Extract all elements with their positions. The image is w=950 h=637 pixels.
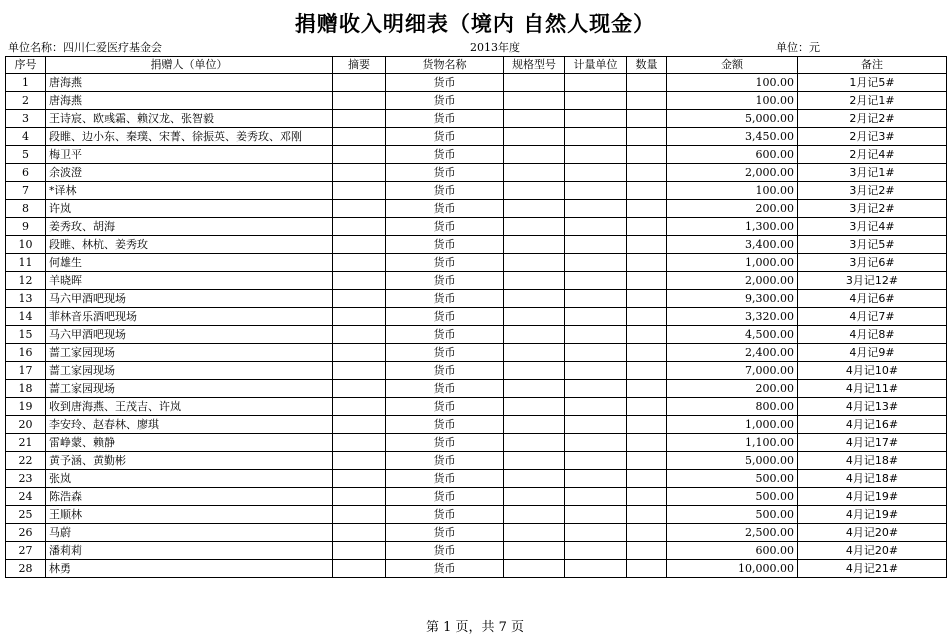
cell-donor: 梅卫平 [46,146,333,164]
cell-qty [627,488,667,506]
cell-goods: 货币 [386,236,504,254]
table-row [6,128,947,146]
page-footer: 第 1 页，共 7 页 [425,620,525,635]
cell-no: 3 [6,110,46,128]
table-row [6,92,947,110]
table-header-row [6,57,947,74]
cell-summary [333,524,386,542]
cell-amount: 200.00 [667,200,798,218]
cell-summary [333,200,386,218]
cell-no: 9 [6,218,46,236]
col-header-summary: 摘要 [333,57,386,74]
table-row [6,416,947,434]
cell-note: 3月记4# [798,218,947,236]
table-row [6,110,947,128]
cell-donor: 何雄生 [46,254,333,272]
donation-table [5,56,947,578]
cell-donor: 唐海燕 [46,74,333,92]
cell-spec [504,524,565,542]
cell-unit [565,524,627,542]
cell-goods: 货币 [386,560,504,578]
cell-qty [627,146,667,164]
cell-summary [333,398,386,416]
cell-qty [627,434,667,452]
cell-spec [504,218,565,236]
table-row [6,290,947,308]
cell-unit [565,290,627,308]
cell-unit [565,380,627,398]
cell-summary [333,416,386,434]
col-header-qty: 数量 [627,57,667,74]
table-row [6,146,947,164]
page-title: 捐赠收入明细表（境内 自然人现金） [294,12,656,36]
cell-no: 18 [6,380,46,398]
cell-amount: 5,000.00 [667,110,798,128]
cell-note: 3月记1# [798,164,947,182]
cell-qty [627,218,667,236]
cell-unit [565,254,627,272]
cell-amount: 500.00 [667,470,798,488]
table-row [6,524,947,542]
cell-summary [333,254,386,272]
cell-qty [627,236,667,254]
cell-no: 24 [6,488,46,506]
cell-amount: 800.00 [667,398,798,416]
cell-amount: 500.00 [667,506,798,524]
cell-donor: 菲林音乐酒吧现场 [46,308,333,326]
cell-note: 4月记18# [798,470,947,488]
cell-unit [565,92,627,110]
cell-qty [627,74,667,92]
report-year: 2013年度 [470,41,520,54]
cell-unit [565,560,627,578]
cell-no: 15 [6,326,46,344]
cell-goods: 货币 [386,290,504,308]
cell-unit [565,326,627,344]
cell-note: 1月记5# [798,74,947,92]
cell-unit [565,110,627,128]
table-row [6,506,947,524]
table-row [6,236,947,254]
cell-goods: 货币 [386,74,504,92]
cell-amount: 2,000.00 [667,272,798,290]
cell-qty [627,362,667,380]
cell-summary [333,236,386,254]
cell-summary [333,92,386,110]
cell-note: 2月记2# [798,110,947,128]
cell-amount: 9,300.00 [667,290,798,308]
cell-no: 8 [6,200,46,218]
cell-spec [504,128,565,146]
col-header-no: 序号 [6,57,46,74]
cell-goods: 货币 [386,452,504,470]
cell-note: 4月记13# [798,398,947,416]
cell-unit [565,146,627,164]
cell-amount: 2,000.00 [667,164,798,182]
cell-goods: 货币 [386,506,504,524]
cell-summary [333,542,386,560]
cell-summary [333,218,386,236]
cell-amount: 2,400.00 [667,344,798,362]
cell-goods: 货币 [386,254,504,272]
cell-note: 4月记21# [798,560,947,578]
col-header-unit: 计量单位 [565,57,627,74]
table-row [6,254,947,272]
cell-spec [504,506,565,524]
cell-spec [504,200,565,218]
cell-no: 11 [6,254,46,272]
cell-goods: 货币 [386,128,504,146]
cell-goods: 货币 [386,218,504,236]
cell-qty [627,92,667,110]
cell-spec [504,110,565,128]
cell-donor: 林勇 [46,560,333,578]
table-row [6,326,947,344]
cell-no: 2 [6,92,46,110]
cell-no: 23 [6,470,46,488]
cell-amount: 2,500.00 [667,524,798,542]
cell-no: 12 [6,272,46,290]
cell-spec [504,452,565,470]
cell-qty [627,344,667,362]
cell-spec [504,74,565,92]
cell-qty [627,452,667,470]
cell-no: 21 [6,434,46,452]
cell-amount: 5,000.00 [667,452,798,470]
cell-no: 22 [6,452,46,470]
cell-unit [565,470,627,488]
cell-summary [333,146,386,164]
cell-amount: 1,000.00 [667,416,798,434]
cell-spec [504,380,565,398]
cell-donor: 姜秀玫、胡海 [46,218,333,236]
cell-unit [565,74,627,92]
cell-amount: 200.00 [667,380,798,398]
cell-goods: 货币 [386,488,504,506]
cell-donor: 马六甲酒吧现场 [46,290,333,308]
table-row [6,200,947,218]
cell-note: 4月记20# [798,524,947,542]
cell-no: 16 [6,344,46,362]
cell-donor: 陈浩森 [46,488,333,506]
cell-no: 27 [6,542,46,560]
cell-note: 4月记16# [798,416,947,434]
cell-unit [565,164,627,182]
cell-note: 2月记3# [798,128,947,146]
table-row [6,434,947,452]
cell-spec [504,542,565,560]
cell-donor: 许岚 [46,200,333,218]
cell-donor: 段睢、林杭、姜秀玫 [46,236,333,254]
col-header-note: 备注 [798,57,947,74]
cell-note: 4月记18# [798,452,947,470]
cell-spec [504,254,565,272]
cell-note: 3月记2# [798,182,947,200]
cell-qty [627,398,667,416]
cell-note: 4月记17# [798,434,947,452]
cell-unit [565,308,627,326]
cell-goods: 货币 [386,416,504,434]
table-row [6,344,947,362]
cell-spec [504,308,565,326]
cell-summary [333,326,386,344]
cell-donor: 王顺林 [46,506,333,524]
cell-donor: 雷峥蒙、赖静 [46,434,333,452]
cell-goods: 货币 [386,542,504,560]
cell-spec [504,146,565,164]
cell-spec [504,164,565,182]
cell-no: 25 [6,506,46,524]
table-row [6,362,947,380]
cell-qty [627,470,667,488]
cell-donor: 蔷工家园现场 [46,344,333,362]
cell-donor: 张岚 [46,470,333,488]
col-header-amount: 金额 [667,57,798,74]
cell-goods: 货币 [386,92,504,110]
cell-qty [627,164,667,182]
cell-note: 4月记11# [798,380,947,398]
table-row [6,272,947,290]
cell-unit [565,200,627,218]
cell-qty [627,506,667,524]
cell-goods: 货币 [386,272,504,290]
cell-summary [333,110,386,128]
cell-spec [504,182,565,200]
cell-no: 26 [6,524,46,542]
cell-qty [627,308,667,326]
cell-donor: 王诗宸、欧彧霜、赖汉龙、张智毅 [46,110,333,128]
cell-unit [565,398,627,416]
cell-summary [333,362,386,380]
cell-amount: 3,320.00 [667,308,798,326]
cell-no: 28 [6,560,46,578]
cell-no: 14 [6,308,46,326]
cell-donor: 黄予涵、黄勤彬 [46,452,333,470]
currency-unit: 单位：元 [776,41,820,54]
cell-summary [333,164,386,182]
cell-spec [504,92,565,110]
cell-unit [565,218,627,236]
cell-no: 5 [6,146,46,164]
cell-unit [565,416,627,434]
cell-spec [504,398,565,416]
cell-no: 7 [6,182,46,200]
cell-summary [333,434,386,452]
cell-note: 2月记1# [798,92,947,110]
cell-goods: 货币 [386,164,504,182]
cell-summary [333,452,386,470]
cell-no: 13 [6,290,46,308]
cell-donor: 余波澄 [46,164,333,182]
cell-donor: 收到唐海燕、王茂吉、许岚 [46,398,333,416]
cell-amount: 1,100.00 [667,434,798,452]
cell-goods: 货币 [386,362,504,380]
cell-donor: 李安玲、赵春林、廖琪 [46,416,333,434]
cell-goods: 货币 [386,524,504,542]
cell-note: 4月记8# [798,326,947,344]
cell-qty [627,326,667,344]
cell-no: 4 [6,128,46,146]
cell-summary [333,272,386,290]
cell-summary [333,290,386,308]
cell-amount: 600.00 [667,542,798,560]
cell-note: 4月记20# [798,542,947,560]
cell-summary [333,74,386,92]
cell-spec [504,560,565,578]
cell-qty [627,254,667,272]
cell-no: 20 [6,416,46,434]
cell-amount: 100.00 [667,74,798,92]
cell-unit [565,128,627,146]
cell-summary [333,182,386,200]
cell-goods: 货币 [386,344,504,362]
cell-no: 1 [6,74,46,92]
cell-qty [627,272,667,290]
cell-no: 10 [6,236,46,254]
cell-donor: 段睢、边小东、秦璞、宋菁、徐振英、姜秀玫、邓刚 [46,128,333,146]
cell-summary [333,560,386,578]
cell-unit [565,272,627,290]
cell-note: 3月记5# [798,236,947,254]
cell-unit [565,362,627,380]
cell-goods: 货币 [386,470,504,488]
cell-amount: 100.00 [667,182,798,200]
cell-spec [504,236,565,254]
cell-no: 6 [6,164,46,182]
unit-name: 单位名称：四川仁爱医疗基金会 [8,41,162,54]
cell-summary [333,344,386,362]
cell-unit [565,452,627,470]
cell-goods: 货币 [386,182,504,200]
cell-summary [333,380,386,398]
cell-qty [627,182,667,200]
cell-qty [627,560,667,578]
cell-amount: 3,450.00 [667,128,798,146]
cell-unit [565,236,627,254]
cell-donor: 蔷工家园现场 [46,380,333,398]
cell-unit [565,488,627,506]
cell-amount: 600.00 [667,146,798,164]
cell-note: 4月记19# [798,506,947,524]
cell-note: 4月记7# [798,308,947,326]
cell-amount: 7,000.00 [667,362,798,380]
cell-qty [627,542,667,560]
cell-unit [565,542,627,560]
table-row [6,164,947,182]
cell-amount: 3,400.00 [667,236,798,254]
cell-donor: *译林 [46,182,333,200]
table-row [6,380,947,398]
cell-note: 3月记6# [798,254,947,272]
cell-qty [627,416,667,434]
cell-amount: 1,000.00 [667,254,798,272]
table-row [6,452,947,470]
cell-qty [627,110,667,128]
cell-spec [504,272,565,290]
cell-note: 4月记9# [798,344,947,362]
table-row [6,470,947,488]
cell-donor: 蔷工家园现场 [46,362,333,380]
cell-amount: 500.00 [667,488,798,506]
cell-no: 17 [6,362,46,380]
cell-goods: 货币 [386,146,504,164]
table-row [6,308,947,326]
cell-donor: 马蔚 [46,524,333,542]
cell-unit [565,506,627,524]
cell-spec [504,362,565,380]
table-row [6,74,947,92]
cell-goods: 货币 [386,398,504,416]
cell-goods: 货币 [386,434,504,452]
cell-unit [565,434,627,452]
cell-spec [504,434,565,452]
table-row [6,560,947,578]
cell-no: 19 [6,398,46,416]
table-row [6,488,947,506]
cell-summary [333,488,386,506]
cell-goods: 货币 [386,200,504,218]
cell-summary [333,308,386,326]
table-row [6,542,947,560]
cell-goods: 货币 [386,380,504,398]
cell-note: 3月记2# [798,200,947,218]
col-header-spec: 规格型号 [504,57,565,74]
cell-note: 4月记6# [798,290,947,308]
cell-donor: 马六甲酒吧现场 [46,326,333,344]
cell-qty [627,380,667,398]
cell-spec [504,488,565,506]
cell-goods: 货币 [386,326,504,344]
cell-spec [504,416,565,434]
cell-amount: 1,300.00 [667,218,798,236]
cell-donor: 唐海燕 [46,92,333,110]
cell-summary [333,128,386,146]
cell-note: 4月记19# [798,488,947,506]
cell-qty [627,524,667,542]
cell-note: 2月记4# [798,146,947,164]
col-header-donor: 捐赠人（单位） [46,57,333,74]
cell-spec [504,326,565,344]
cell-amount: 10,000.00 [667,560,798,578]
cell-goods: 货币 [386,110,504,128]
cell-spec [504,470,565,488]
cell-qty [627,290,667,308]
cell-qty [627,128,667,146]
table-row [6,182,947,200]
col-header-goods: 货物名称 [386,57,504,74]
cell-amount: 100.00 [667,92,798,110]
cell-note: 3月记12# [798,272,947,290]
cell-unit [565,182,627,200]
cell-goods: 货币 [386,308,504,326]
cell-donor: 潘莉莉 [46,542,333,560]
table-row [6,218,947,236]
cell-spec [504,290,565,308]
cell-summary [333,506,386,524]
table-row [6,398,947,416]
cell-unit [565,344,627,362]
cell-amount: 4,500.00 [667,326,798,344]
cell-qty [627,200,667,218]
cell-summary [333,470,386,488]
cell-note: 4月记10# [798,362,947,380]
cell-spec [504,344,565,362]
cell-donor: 羊晓晖 [46,272,333,290]
